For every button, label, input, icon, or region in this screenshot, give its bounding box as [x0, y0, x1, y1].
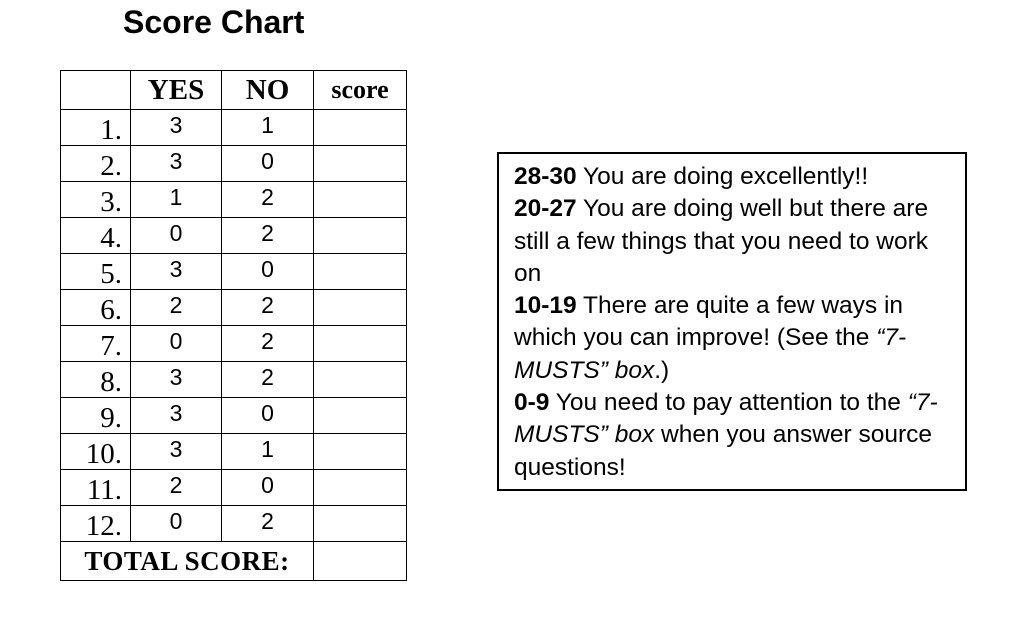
score-cell[interactable] — [314, 326, 407, 362]
header-no: NO — [222, 71, 314, 110]
score-cell[interactable] — [314, 362, 407, 398]
score-range-text: There are quite a few ways in which you can improve! (See the — [514, 292, 904, 352]
table-row — [61, 506, 407, 542]
score-range: 10-19 — [514, 292, 577, 320]
no-value: 2 — [222, 362, 314, 398]
yes-value: 0 — [131, 326, 222, 362]
score-table — [60, 70, 407, 581]
score-range-item — [514, 161, 951, 193]
score-range-text: You are doing well but there are still a few things that you need to work on — [514, 195, 929, 287]
no-value: 0 — [222, 470, 314, 506]
question-number — [61, 470, 131, 506]
score-range-text: You are doing excellently!! — [576, 163, 869, 190]
yes-value: 0 — [131, 218, 222, 254]
yes-value: 3 — [131, 398, 222, 434]
yes-value: 3 — [131, 146, 222, 182]
score-range-item — [514, 387, 951, 484]
score-cell[interactable] — [314, 470, 407, 506]
yes-value: 2 — [131, 290, 222, 326]
table-row — [61, 146, 407, 182]
table-row — [61, 182, 407, 218]
question-number — [61, 506, 131, 542]
question-number — [61, 182, 131, 218]
yes-value: 2 — [131, 470, 222, 506]
question-number — [61, 362, 131, 398]
question-number-label: 2. — [100, 150, 122, 182]
musts-box-reference: “7-MUSTS” box — [514, 324, 907, 384]
score-range-item — [514, 193, 951, 290]
question-number-label: 12. — [85, 510, 122, 542]
table-row — [61, 218, 407, 254]
no-value: 0 — [222, 254, 314, 290]
question-number-label: 5. — [100, 258, 122, 290]
table-body — [61, 110, 407, 542]
score-cell[interactable] — [314, 290, 407, 326]
question-number-label: 1. — [100, 114, 122, 146]
total-score-cell[interactable] — [314, 542, 407, 581]
page-title: Score Chart — [123, 4, 305, 40]
musts-box-reference: “7-MUSTS” box — [514, 389, 938, 449]
table-row — [61, 254, 407, 290]
score-range: 20-27 — [514, 195, 577, 223]
yes-value: 3 — [131, 434, 222, 470]
score-cell[interactable] — [314, 506, 407, 542]
question-number — [61, 218, 131, 254]
question-number-label: 9. — [100, 402, 122, 434]
total-score-label: TOTAL SCORE: — [61, 542, 314, 581]
table-row — [61, 110, 407, 146]
question-number — [61, 110, 131, 146]
question-number — [61, 290, 131, 326]
question-number-label: 10. — [85, 438, 122, 470]
score-range-item — [514, 290, 951, 387]
question-number — [61, 146, 131, 182]
question-number-label: 3. — [100, 186, 122, 218]
score-cell[interactable] — [314, 182, 407, 218]
total-row — [61, 542, 407, 581]
header-score: score — [314, 71, 407, 110]
no-value: 2 — [222, 182, 314, 218]
question-number — [61, 254, 131, 290]
yes-value: 0 — [131, 506, 222, 542]
question-number — [61, 398, 131, 434]
table-row — [61, 434, 407, 470]
yes-value: 1 — [131, 182, 222, 218]
no-value: 0 — [222, 146, 314, 182]
score-cell[interactable] — [314, 254, 407, 290]
question-number — [61, 434, 131, 470]
yes-value: 3 — [131, 110, 222, 146]
score-range-text-end: when you answer source questions! — [514, 421, 933, 481]
question-number — [61, 326, 131, 362]
table-row — [61, 398, 407, 434]
question-number-label: 8. — [100, 366, 122, 398]
table-row — [61, 362, 407, 398]
no-value: 0 — [222, 398, 314, 434]
header-number — [61, 71, 131, 110]
score-range-text-end: .) — [654, 356, 670, 384]
question-number-label: 4. — [100, 222, 122, 254]
header-yes: YES — [131, 71, 222, 110]
score-range-text: You need to pay attention to the — [549, 389, 908, 417]
no-value: 2 — [222, 290, 314, 326]
score-cell[interactable] — [314, 110, 407, 146]
score-cell[interactable] — [314, 218, 407, 254]
no-value: 1 — [222, 434, 314, 470]
no-value: 2 — [222, 506, 314, 542]
table-row — [61, 326, 407, 362]
score-range: 0-9 — [514, 389, 550, 417]
score-cell[interactable] — [314, 146, 407, 182]
question-number-label: 11. — [86, 474, 122, 506]
no-value: 2 — [222, 326, 314, 362]
score-cell[interactable] — [314, 398, 407, 434]
yes-value: 3 — [131, 362, 222, 398]
yes-value: 3 — [131, 254, 222, 290]
score-interpretation-box — [497, 152, 967, 491]
table-row — [61, 290, 407, 326]
table-row — [61, 470, 407, 506]
no-value: 2 — [222, 218, 314, 254]
no-value: 1 — [222, 110, 314, 146]
question-number-label: 7. — [100, 330, 122, 362]
score-range: 28-30 — [514, 163, 577, 190]
table-header-row — [61, 71, 407, 110]
question-number-label: 6. — [100, 294, 122, 326]
score-cell[interactable] — [314, 434, 407, 470]
